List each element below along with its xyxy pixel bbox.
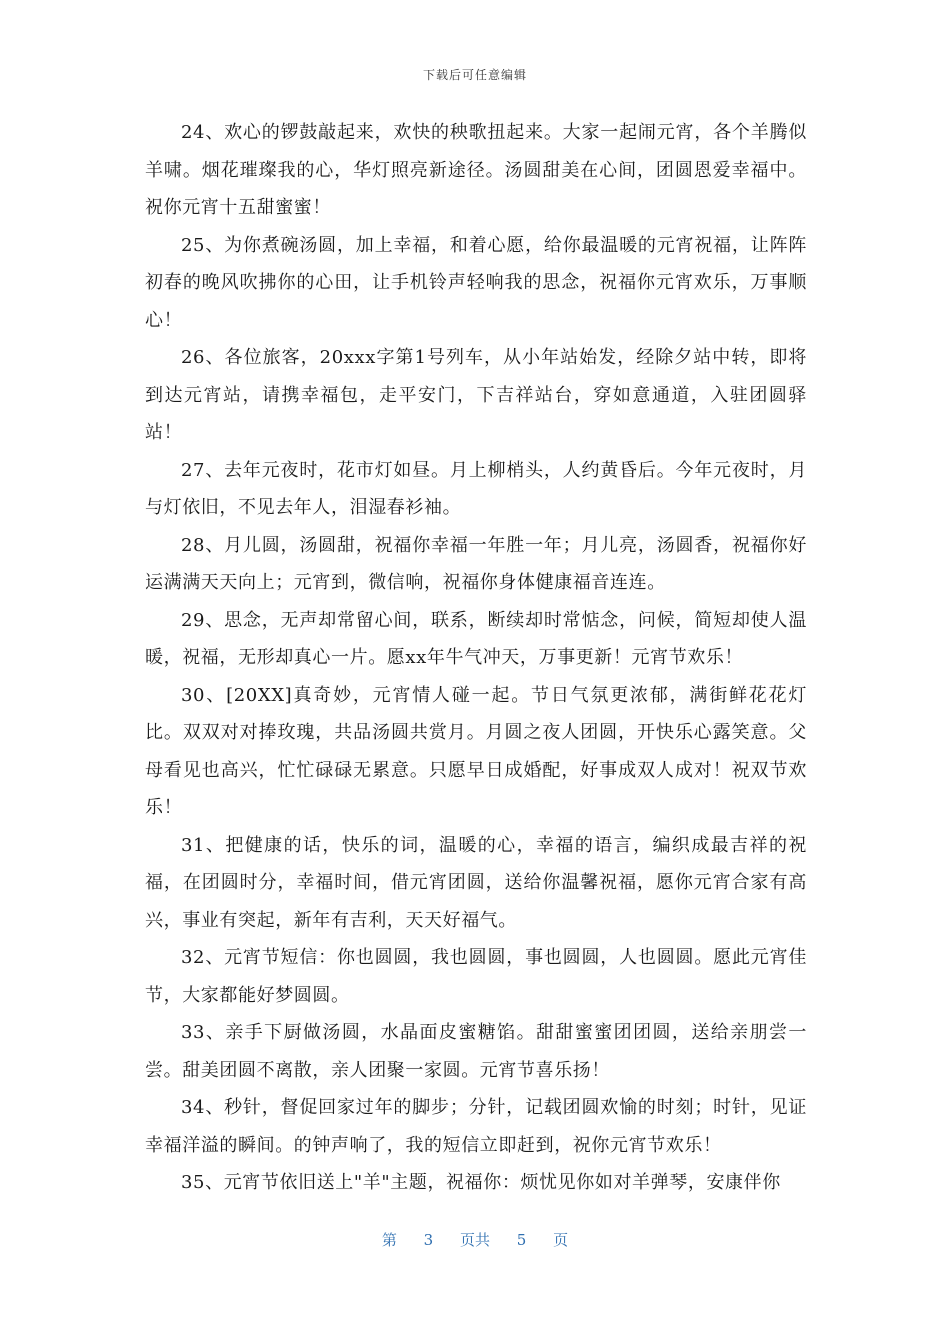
- page-header-note: 下载后可任意编辑: [422, 68, 527, 82]
- paragraph-30: 30、[20XX]真奇妙，元宵情人碰一起。节日气氛更浓郁，满街鲜花花灯比。双双对对捧玫瑰，共品汤圆共赏月。月圆之夜人团圆，开快乐心露笑意。父母看见也高兴，忙忙碌碌无累意。只愿早日成婚配，好事成双人成对！祝双节欢乐！: [145, 684, 807, 818]
- paragraph-24: 24、欢心的锣鼓敲起来，欢快的秧歌扭起来。大家一起闹元宵，各个羊腾似羊啸。烟花璀璨我的心，华灯照亮新途径。汤圆甜美在心间，团圆恩爱幸福中。祝你元宵十五甜蜜蜜！: [145, 122, 807, 218]
- paragraph-26: 26、各位旅客，20xxx字第1号列车，从小年站始发，经除夕站中转，即将到达元宵站，请携幸福包，走平安门，下吉祥站台，穿如意通道，入驻团圆驿站！: [145, 347, 807, 443]
- total-page-number: 5: [516, 1231, 527, 1249]
- footer-middle: 页共: [459, 1231, 490, 1249]
- paragraph-28: 28、月儿圆，汤圆甜，祝福你幸福一年胜一年；月儿亮，汤圆香，祝福你好运满满天天向上；元宵到，微信响，祝福你身体健康福音连连。: [145, 534, 807, 593]
- paragraph-31: 31、把健康的话，快乐的词，温暖的心，幸福的语言，编织成最吉祥的祝福，在团圆时分，幸福时间，借元宵团圆，送给你温馨祝福，愿你元宵合家有高兴，事业有突起，新年有吉利，天天好福气。: [145, 834, 807, 931]
- paragraph-33: 33、亲手下厨做汤圆，水晶面皮蜜糖馅。甜甜蜜蜜团团圆，送给亲朋尝一尝。甜美团圆不离散，亲人团聚一家圆。元宵节喜乐扬！: [145, 1022, 807, 1081]
- footer-suffix: 页: [553, 1231, 569, 1249]
- paragraph-35: 35、元宵节依旧送上"羊"主题，祝福你：烦忧见你如对羊弹琴，安康伴你: [181, 1172, 781, 1193]
- document-body: [145, 114, 807, 1202]
- paragraph-29: 29、思念，无声却常留心间，联系，断续却时常惦念，问候，简短却使人温暖，祝福，无形却真心一片。愿xx年牛气冲天，万事更新！元宵节欢乐！: [145, 609, 807, 668]
- current-page-number: 3: [423, 1231, 434, 1249]
- page-footer: [0, 1229, 950, 1250]
- paragraph-27: 27、去年元夜时，花市灯如昼。月上柳梢头，人约黄昏后。今年元夜时，月与灯依旧，不见去年人，泪湿春衫袖。: [145, 459, 807, 518]
- paragraph-32: 32、元宵节短信：你也圆圆，我也圆圆，事也圆圆，人也圆圆。愿此元宵佳节，大家都能好梦圆圆。: [145, 947, 807, 1006]
- paragraph-25: 25、为你煮碗汤圆，加上幸福，和着心愿，给你最温暖的元宵祝福，让阵阵初春的晚风吹拂你的心田，让手机铃声轻响我的思念，祝福你元宵欢乐，万事顺心！: [145, 234, 807, 331]
- footer-prefix: 第: [381, 1231, 397, 1249]
- paragraph-34: 34、秒针，督促回家过年的脚步；分针，记载团圆欢愉的时刻；时针，见证幸福洋溢的瞬间。的钟声响了，我的短信立即赶到，祝你元宵节欢乐！: [145, 1097, 807, 1156]
